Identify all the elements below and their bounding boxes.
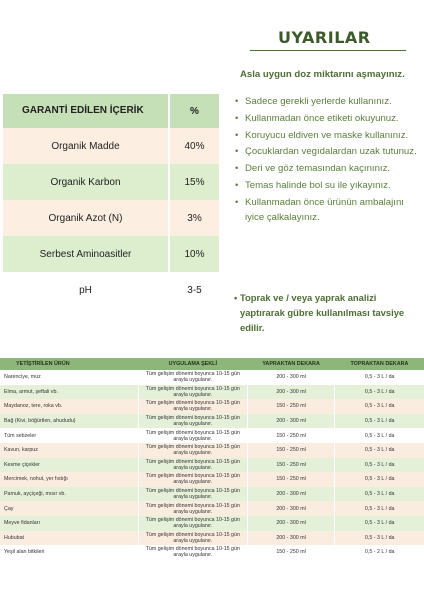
table-row [0, 501, 424, 516]
table-row [3, 164, 219, 200]
table-row [0, 472, 424, 487]
warning-text: Kullanmadan önce etiketi okuyunuz. [245, 112, 399, 124]
guarantee-header-percent: % [169, 94, 219, 128]
ingredient-name: Organik Azot (N) [3, 200, 169, 236]
soil-dose: 0,5 - 3 L / da [335, 487, 424, 502]
application-method: Tüm gelişim dönemi boyunca 10-15 gün arayla uygulanır. [138, 399, 247, 414]
guarantee-table [3, 94, 219, 308]
warning-text: Kullanmadan önce ürünün ambalajını iyice çalkalayınız. [245, 196, 404, 224]
soil-dose: 0,5 - 3 L / da [335, 370, 424, 385]
application-method: Tüm gelişim dönemi boyunca 10-15 gün arayla uygulanır. [138, 487, 247, 502]
bullet-icon: • [235, 163, 239, 175]
soil-dose: 0,5 - 3 L / da [335, 458, 424, 473]
crop-name: Kesme çiçekler [0, 458, 138, 473]
table-row [0, 428, 424, 443]
table-row [0, 443, 424, 458]
crop-name: Kavun, karpuz [0, 443, 138, 458]
bullet-icon: • [235, 196, 239, 208]
ingredient-name: Organik Karbon [3, 164, 169, 200]
foliar-dose: 200 - 300 ml [247, 531, 335, 546]
usage-table-body [0, 370, 424, 560]
usage-header-method: UYGULAMA ŞEKLİ [138, 358, 247, 370]
crop-name: Maydanoz, tere, roka vb. [0, 399, 138, 414]
warnings-title: UYARILAR [278, 28, 371, 47]
usage-header-foliar: YAPRAKTAN DEKARA [247, 358, 335, 370]
soil-dose: 0,5 - 3 L / da [335, 385, 424, 400]
warnings-intro: Asla uygun doz miktarını aşmayınız. [240, 69, 405, 80]
warning-text: Sadece gerekli yerlerde kullanınız. [245, 96, 392, 107]
foliar-dose: 150 - 250 ml [247, 472, 335, 487]
soil-dose: 0,5 - 3 L / da [335, 472, 424, 487]
table-row [3, 128, 219, 164]
warning-item [235, 195, 424, 226]
bullet-icon: • [235, 179, 239, 191]
usage-header-row [0, 358, 424, 370]
application-method: Tüm gelişim dönemi boyunca 10-15 gün arayla uygulanır. [138, 516, 247, 531]
foliar-dose: 200 - 300 ml [247, 385, 335, 400]
table-row [0, 516, 424, 531]
foliar-dose: 150 - 250 ml [247, 428, 335, 443]
application-method: Tüm gelişim dönemi boyunca 10-15 gün arayla uygulanır. [138, 545, 247, 560]
title-divider [250, 50, 406, 51]
bullet-icon: • [235, 96, 239, 107]
table-row [0, 531, 424, 546]
foliar-dose: 200 - 300 ml [247, 501, 335, 516]
warning-item [235, 178, 424, 193]
warning-item [235, 144, 424, 159]
ingredient-value: 15% [169, 164, 219, 200]
bullet-icon: • [235, 146, 239, 158]
crop-name: Meyve fidanları [0, 516, 138, 531]
usage-header-soil: TOPRAKTAN DEKARA [335, 358, 424, 370]
warnings-list [235, 94, 424, 227]
soil-dose: 0,5 - 3 L / da [335, 399, 424, 414]
warning-text: Çocuklardan vegıdalardan uzak tutunuz. [245, 146, 417, 158]
usage-header-crop: YETİŞTİRİLEN ÜRÜN [0, 358, 138, 370]
application-method: Tüm gelişim dönemi boyunca 10-15 gün arayla uygulanır. [138, 458, 247, 473]
crop-name: Hububat [0, 531, 138, 546]
crop-name: Pamuk, ayçiçeği, mısır vb. [0, 487, 138, 502]
warning-item [235, 161, 424, 176]
application-method: Tüm gelişim dönemi boyunca 10-15 gün arayla uygulanır. [138, 501, 247, 516]
ingredient-name: pH [3, 272, 169, 308]
analysis-note-text: Toprak ve / veya yaprak analizi yaptırarak gübre kullanılması tavsiye edilir. [240, 292, 405, 333]
usage-table [0, 358, 424, 560]
soil-dose: 0,5 - 3 L / da [335, 428, 424, 443]
soil-dose: 0,5 - 3 L / da [335, 443, 424, 458]
foliar-dose: 200 - 300 ml [247, 487, 335, 502]
table-row [0, 487, 424, 502]
ingredient-name: Organik Madde [3, 128, 169, 164]
foliar-dose: 150 - 250 ml [247, 458, 335, 473]
table-row [0, 414, 424, 429]
foliar-dose: 150 - 250 ml [247, 443, 335, 458]
crop-name: Mercimek, nohut, yer fıstığı [0, 472, 138, 487]
warning-text: Temas halinde bol su ile yıkayınız. [245, 179, 391, 191]
ingredient-value: 3% [169, 200, 219, 236]
warning-text: Deri ve göz temasından kaçınınız. [245, 163, 391, 175]
soil-dose: 0,5 - 3 L / da [335, 531, 424, 546]
crop-name: Çay [0, 501, 138, 516]
crop-name: Bağ (Kivi, böğürtlen, ahududu) [0, 414, 138, 429]
foliar-dose: 200 - 300 ml [247, 414, 335, 429]
ingredient-value: 3-5 [169, 272, 219, 308]
soil-dose: 0,5 - 3 L / da [335, 501, 424, 516]
application-method: Tüm gelişim dönemi boyunca 10-15 gün arayla uygulanır. [138, 472, 247, 487]
application-method: Tüm gelişim dönemi boyunca 10-15 gün arayla uygulanır. [138, 443, 247, 458]
crop-name: Yeşil alan bitkileri [0, 545, 138, 560]
table-row [0, 458, 424, 473]
analysis-note [234, 290, 420, 335]
crop-name: Narenciye, muz [0, 370, 138, 385]
application-method: Tüm gelişim dönemi boyunca 10-15 gün arayla uygulanır. [138, 428, 247, 443]
warning-item [235, 111, 424, 126]
soil-dose: 0,5 - 3 L / da [335, 414, 424, 429]
ingredient-value: 40% [169, 128, 219, 164]
table-row [3, 272, 219, 308]
application-method: Tüm gelişim dönemi boyunca 10-15 gün arayla uygulanır. [138, 414, 247, 429]
application-method: Tüm gelişim dönemi boyunca 10-15 gün arayla uygulanır. [138, 370, 247, 385]
foliar-dose: 200 - 300 ml [247, 516, 335, 531]
bullet-icon: • [235, 112, 239, 124]
ingredient-value: 10% [169, 236, 219, 272]
guarantee-header-row [3, 94, 219, 128]
soil-dose: 0,5 - 2 L / da [335, 545, 424, 560]
crop-name: Tüm sebzeler [0, 428, 138, 443]
table-row [3, 200, 219, 236]
ingredient-name: Serbest Aminoasitler [3, 236, 169, 272]
warning-item [235, 128, 424, 143]
foliar-dose: 150 - 250 ml [247, 399, 335, 414]
crop-name: Elma, armut, şeftali vb. [0, 385, 138, 400]
application-method: Tüm gelişim dönemi boyunca 10-15 gün arayla uygulanır. [138, 531, 247, 546]
application-method: Tüm gelişim dönemi boyunca 10-15 gün arayla uygulanır. [138, 385, 247, 400]
table-row [0, 545, 424, 560]
foliar-dose: 150 - 250 ml [247, 545, 335, 560]
bullet-icon: • [235, 129, 239, 141]
table-row [3, 236, 219, 272]
soil-dose: 0,5 - 3 L / da [335, 516, 424, 531]
warning-text: Koruyucu eldiven ve maske kullanınız. [245, 129, 409, 141]
table-row [0, 399, 424, 414]
bullet-icon: • [234, 292, 238, 303]
warning-item [235, 94, 424, 109]
table-row [0, 385, 424, 400]
table-row [0, 370, 424, 385]
guarantee-header-content: GARANTİ EDİLEN İÇERİK [3, 94, 169, 128]
foliar-dose: 200 - 300 ml [247, 370, 335, 385]
